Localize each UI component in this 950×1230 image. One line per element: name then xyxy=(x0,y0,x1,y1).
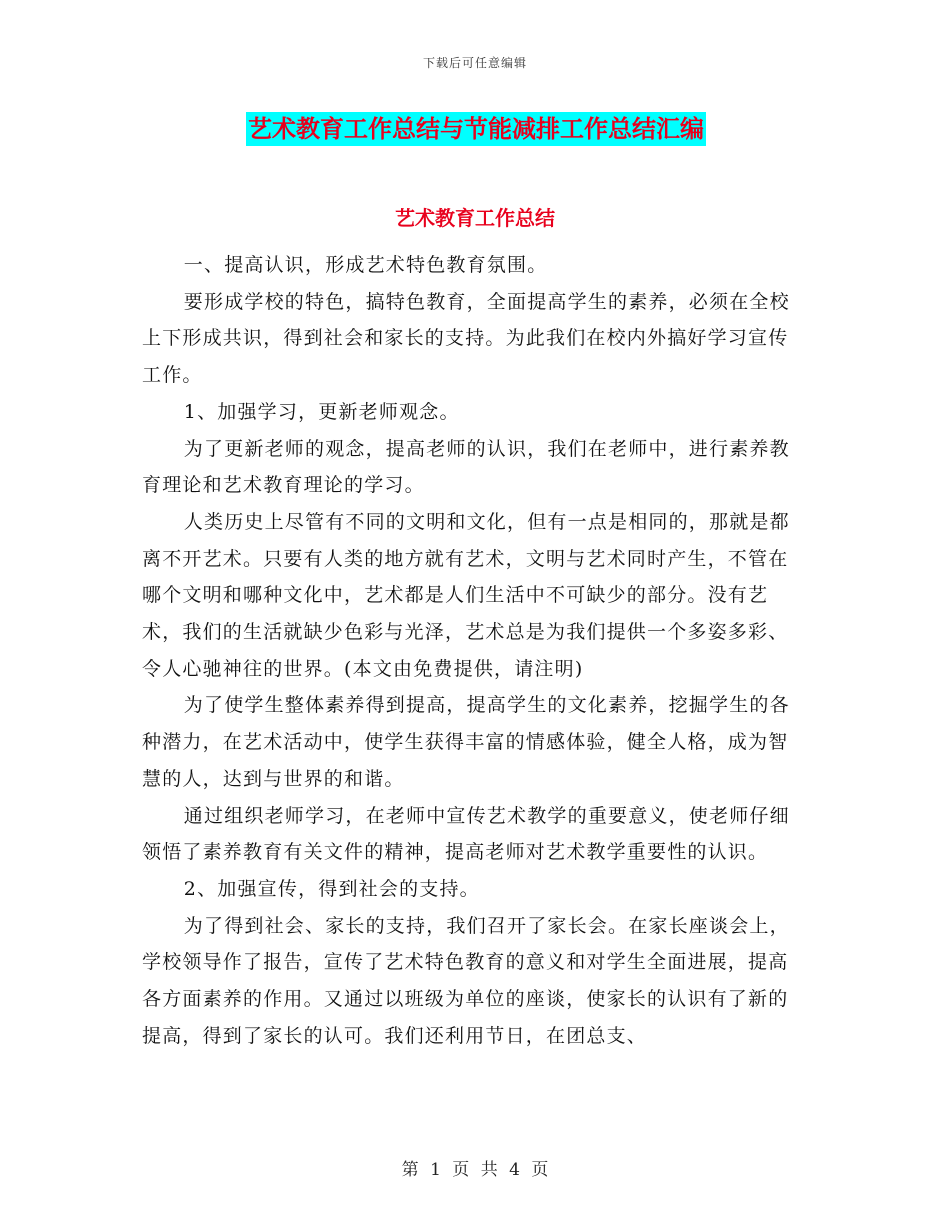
paragraph: 通过组织老师学习，在老师中宣传艺术教学的重要意义，使老师仔细领悟了素养教育有关文件的精神，提高老师对艺术教学重要性的认识。 xyxy=(142,804,790,864)
paragraph: 人类历史上尽管有不同的文明和文化，但有一点是相同的，那就是都离不开艺术。只要有人类的地方就有艺术，文明与艺术同时产生，不管在哪个文明和哪种文化中，艺术都是人们生活中不可缺少的部分。没有艺术，我们的生活就缺少色彩与光泽，艺术总是为我们提供一个多姿多彩、令人心驰神往的世界。(本文由免费提供，请注明) xyxy=(142,510,790,680)
document-title: 艺术教育工作总结与节能减排工作总结汇编 xyxy=(246,112,706,146)
section-title: 艺术教育工作总结 xyxy=(395,206,555,230)
document-body xyxy=(142,247,804,1054)
paragraph: 要形成学校的特色，搞特色教育，全面提高学生的素养，必须在全校上下形成共识，得到社会和家长的支持。为此我们在校内外搞好学习宣传工作。 xyxy=(142,290,790,387)
paragraph: 为了更新老师的观念，提高老师的认识，我们在老师中，进行素养教育理论和艺术教育理论的学习。 xyxy=(142,437,790,497)
page-footer: 第 1 页 共 4 页 xyxy=(401,1160,549,1180)
paragraph-subheading-2: 2、加强宣传，得到社会的支持。 xyxy=(183,877,480,900)
paragraph: 为了使学生整体素养得到提高，提高学生的文化素养，挖掘学生的各种潜力，在艺术活动中，使学生获得丰富的情感体验，健全人格，成为智慧的人，达到与世界的和谐。 xyxy=(142,694,790,790)
paragraph-subheading-1: 1、加强学习，更新老师观念。 xyxy=(183,400,460,423)
header-note: 下载后可任意编辑 xyxy=(422,56,527,70)
paragraph: 为了得到社会、家长的支持，我们召开了家长会。在家长座谈会上，学校领导作了报告，宣传了艺术特色教育的意义和对学生全面进展，提高各方面素养的作用。又通过以班级为单位的座谈，使家长的认识有了新的提高，得到了家长的认可。我们还利用节日，在团总支、 xyxy=(142,914,790,1047)
paragraph-heading-1: 一、提高认识，形成艺术特色教育氛围。 xyxy=(183,254,548,276)
